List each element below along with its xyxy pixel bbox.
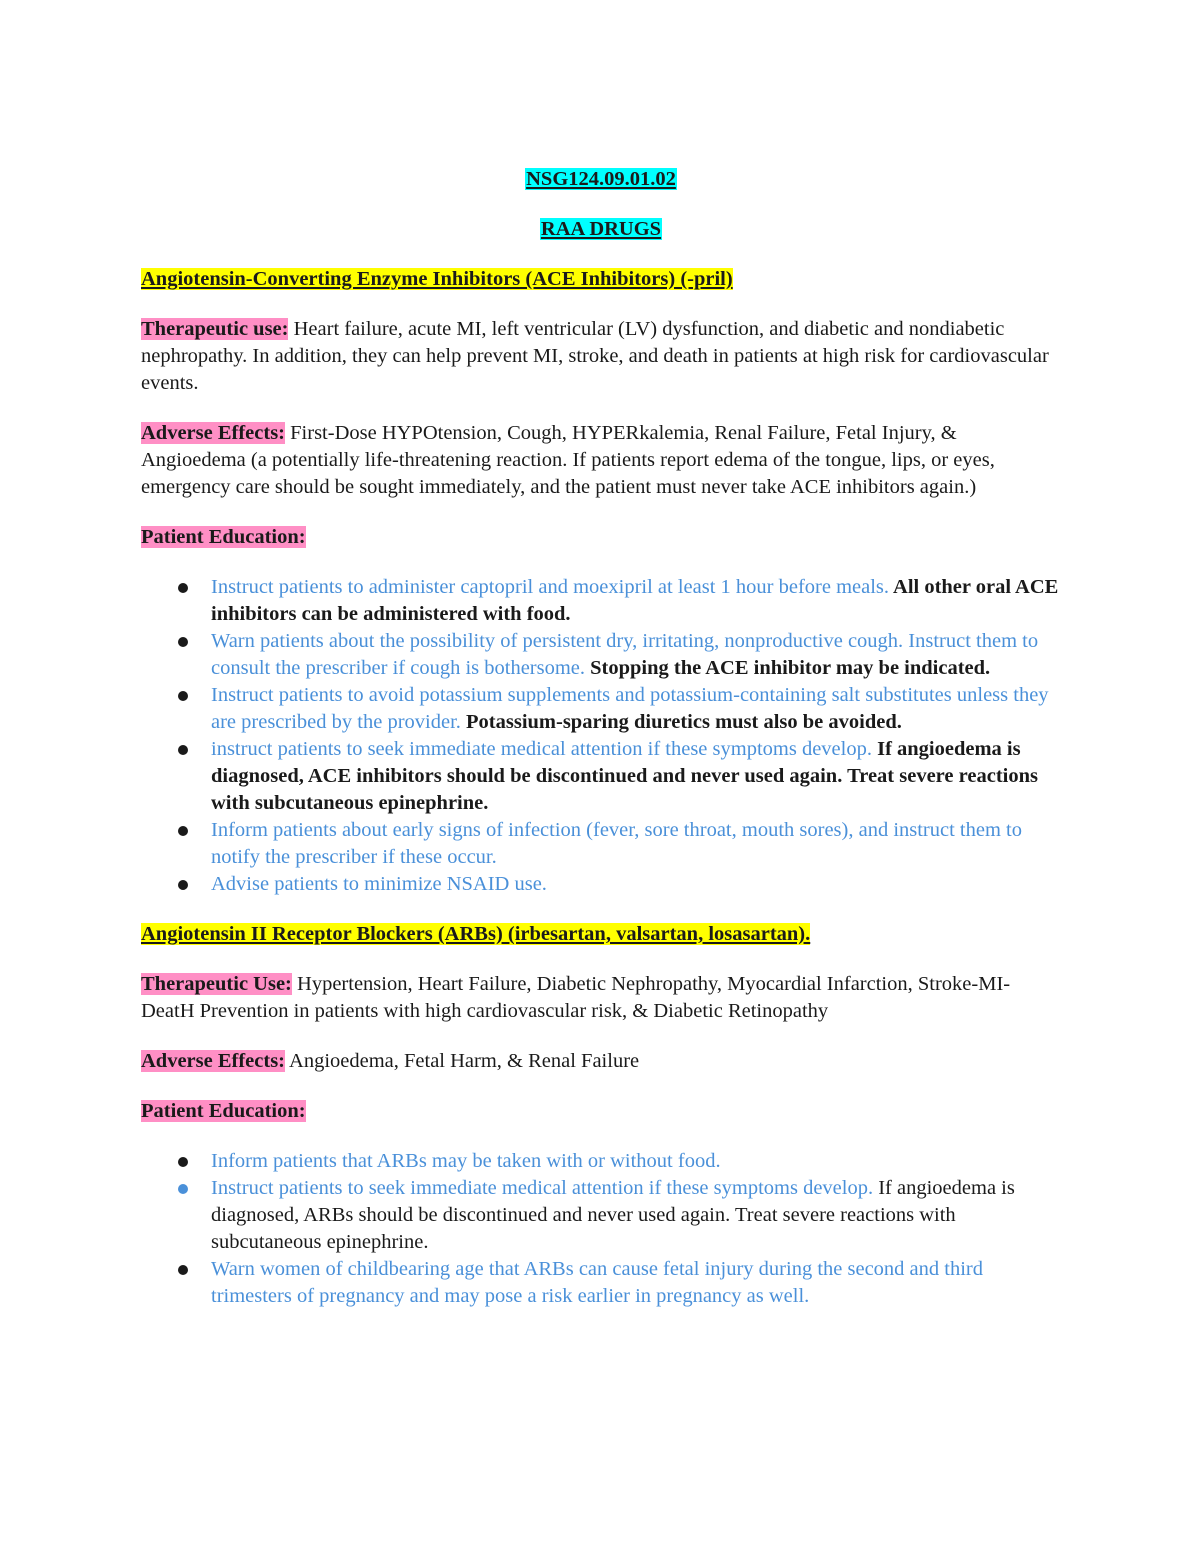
list-item (141, 736, 1061, 817)
ace-education-list (141, 574, 1061, 898)
list-item (141, 574, 1061, 628)
bullet-icon (178, 583, 188, 593)
list-item (141, 817, 1061, 871)
ace-adverse-label: Adverse Effects: (141, 422, 286, 444)
arb-education-heading (141, 1098, 1061, 1125)
bullet-instruction: Instruct patients to avoid potassium supplements and potassium-containing salt substitutes unless they are prescribed by the provider. (211, 684, 1049, 733)
page-title: RAA DRUGS (540, 218, 662, 240)
bullet-instruction: instruct patients to seek immediate medical attention if these symptoms develop. (211, 738, 872, 760)
list-item (141, 871, 1061, 898)
arb-therapeutic-paragraph (141, 971, 1061, 1025)
ace-therapeutic-text: Heart failure, acute MI, left ventricular (LV) dysfunction, and diabetic and nondiabetic nephropathy. In addition, they can help prevent MI, stroke, and death in patients at high risk for cardiovascular events. (141, 318, 1049, 394)
bullet-icon (178, 745, 188, 755)
bullet-icon (178, 880, 188, 890)
list-item (141, 1256, 1061, 1310)
list-item (141, 1175, 1061, 1256)
bullet-detail: If angioedema is diagnosed, ARBs should be discontinued and never used again. Treat severe reactions with subcutaneous epinephrine. (211, 1177, 1015, 1253)
ace-section-heading (141, 266, 1061, 293)
bullet-instruction: Inform patients that ARBs may be taken with or without food. (211, 1150, 721, 1172)
ace-section-title: Angiotensin-Converting Enzyme Inhibitors (ACE Inhibitors) (-pril) (141, 268, 733, 290)
arb-adverse-paragraph (141, 1048, 1061, 1075)
arb-therapeutic-label: Therapeutic Use: (141, 973, 292, 995)
ace-adverse-text: First-Dose HYPOtension, Cough, HYPERkalemia, Renal Failure, Fetal Injury, & Angioedema (a potentially life-threatening reaction. If patients report edema of the tongue, lips, or eyes, emergency care should be sought immediately, and the patient must never take ACE inhibitors again.) (141, 422, 995, 498)
bullet-emphasis: All other oral ACE inhibitors can be administered with food. (211, 576, 1059, 625)
arb-education-label: Patient Education: (141, 1100, 306, 1122)
bullet-emphasis: Potassium-sparing diuretics must also be avoided. (460, 711, 902, 733)
bullet-icon (178, 1265, 188, 1275)
ace-education-label: Patient Education: (141, 526, 306, 548)
bullet-instruction: Instruct patients to seek immediate medical attention if these symptoms develop. (211, 1177, 874, 1199)
arb-therapeutic-text: Hypertension, Heart Failure, Diabetic Nephropathy, Myocardial Infarction, Stroke-MI-DeatH Prevention in patients with high cardiovascular risk, & Diabetic Retinopathy (141, 973, 1011, 1022)
ace-education-heading (141, 524, 1061, 551)
arb-section-title: Angiotensin II Receptor Blockers (ARBs) (irbesartan, valsartan, losasartan). (141, 923, 811, 945)
document-body (141, 166, 1061, 1310)
bullet-instruction: Warn patients about the possibility of persistent dry, irritating, nonproductive cough. Instruct them to consult the prescriber if cough is bothersome. (211, 630, 1039, 679)
bullet-instruction: Inform patients about early signs of infection (fever, sore throat, mouth sores), and instruct them to notify the prescriber if these occur. (211, 819, 1022, 868)
bullet-icon (178, 691, 188, 701)
arb-adverse-label: Adverse Effects: (141, 1050, 286, 1072)
arb-education-list (141, 1148, 1061, 1310)
page-title-heading (141, 216, 1061, 243)
course-code: NSG124.09.01.02 (526, 168, 676, 190)
list-item (141, 1148, 1061, 1175)
bullet-instruction: Advise patients to minimize NSAID use. (211, 873, 547, 895)
ace-therapeutic-paragraph (141, 316, 1061, 397)
bullet-icon (178, 1157, 188, 1167)
bullet-icon (178, 637, 188, 647)
bullet-icon (178, 1184, 188, 1194)
list-item (141, 628, 1061, 682)
arb-section-heading (141, 921, 1061, 948)
arb-adverse-text: Angioedema, Fetal Harm, & Renal Failure (285, 1050, 640, 1072)
ace-adverse-paragraph (141, 420, 1061, 501)
bullet-emphasis: Stopping the ACE inhibitor may be indicated. (585, 657, 991, 679)
bullet-instruction: Warn women of childbearing age that ARBs can cause fetal injury during the second and third trimesters of pregnancy and may pose a risk earlier in pregnancy as well. (211, 1258, 983, 1307)
bullet-instruction: Instruct patients to administer captopril and moexipril at least 1 hour before meals. (211, 576, 890, 598)
bullet-icon (178, 826, 188, 836)
list-item (141, 682, 1061, 736)
bullet-emphasis: If angioedema is diagnosed, ACE inhibitors should be discontinued and never used again. Treat severe reactions with subcutaneous epinephrine. (211, 738, 1038, 814)
course-code-heading (141, 166, 1061, 193)
ace-therapeutic-label: Therapeutic use: (141, 318, 289, 340)
